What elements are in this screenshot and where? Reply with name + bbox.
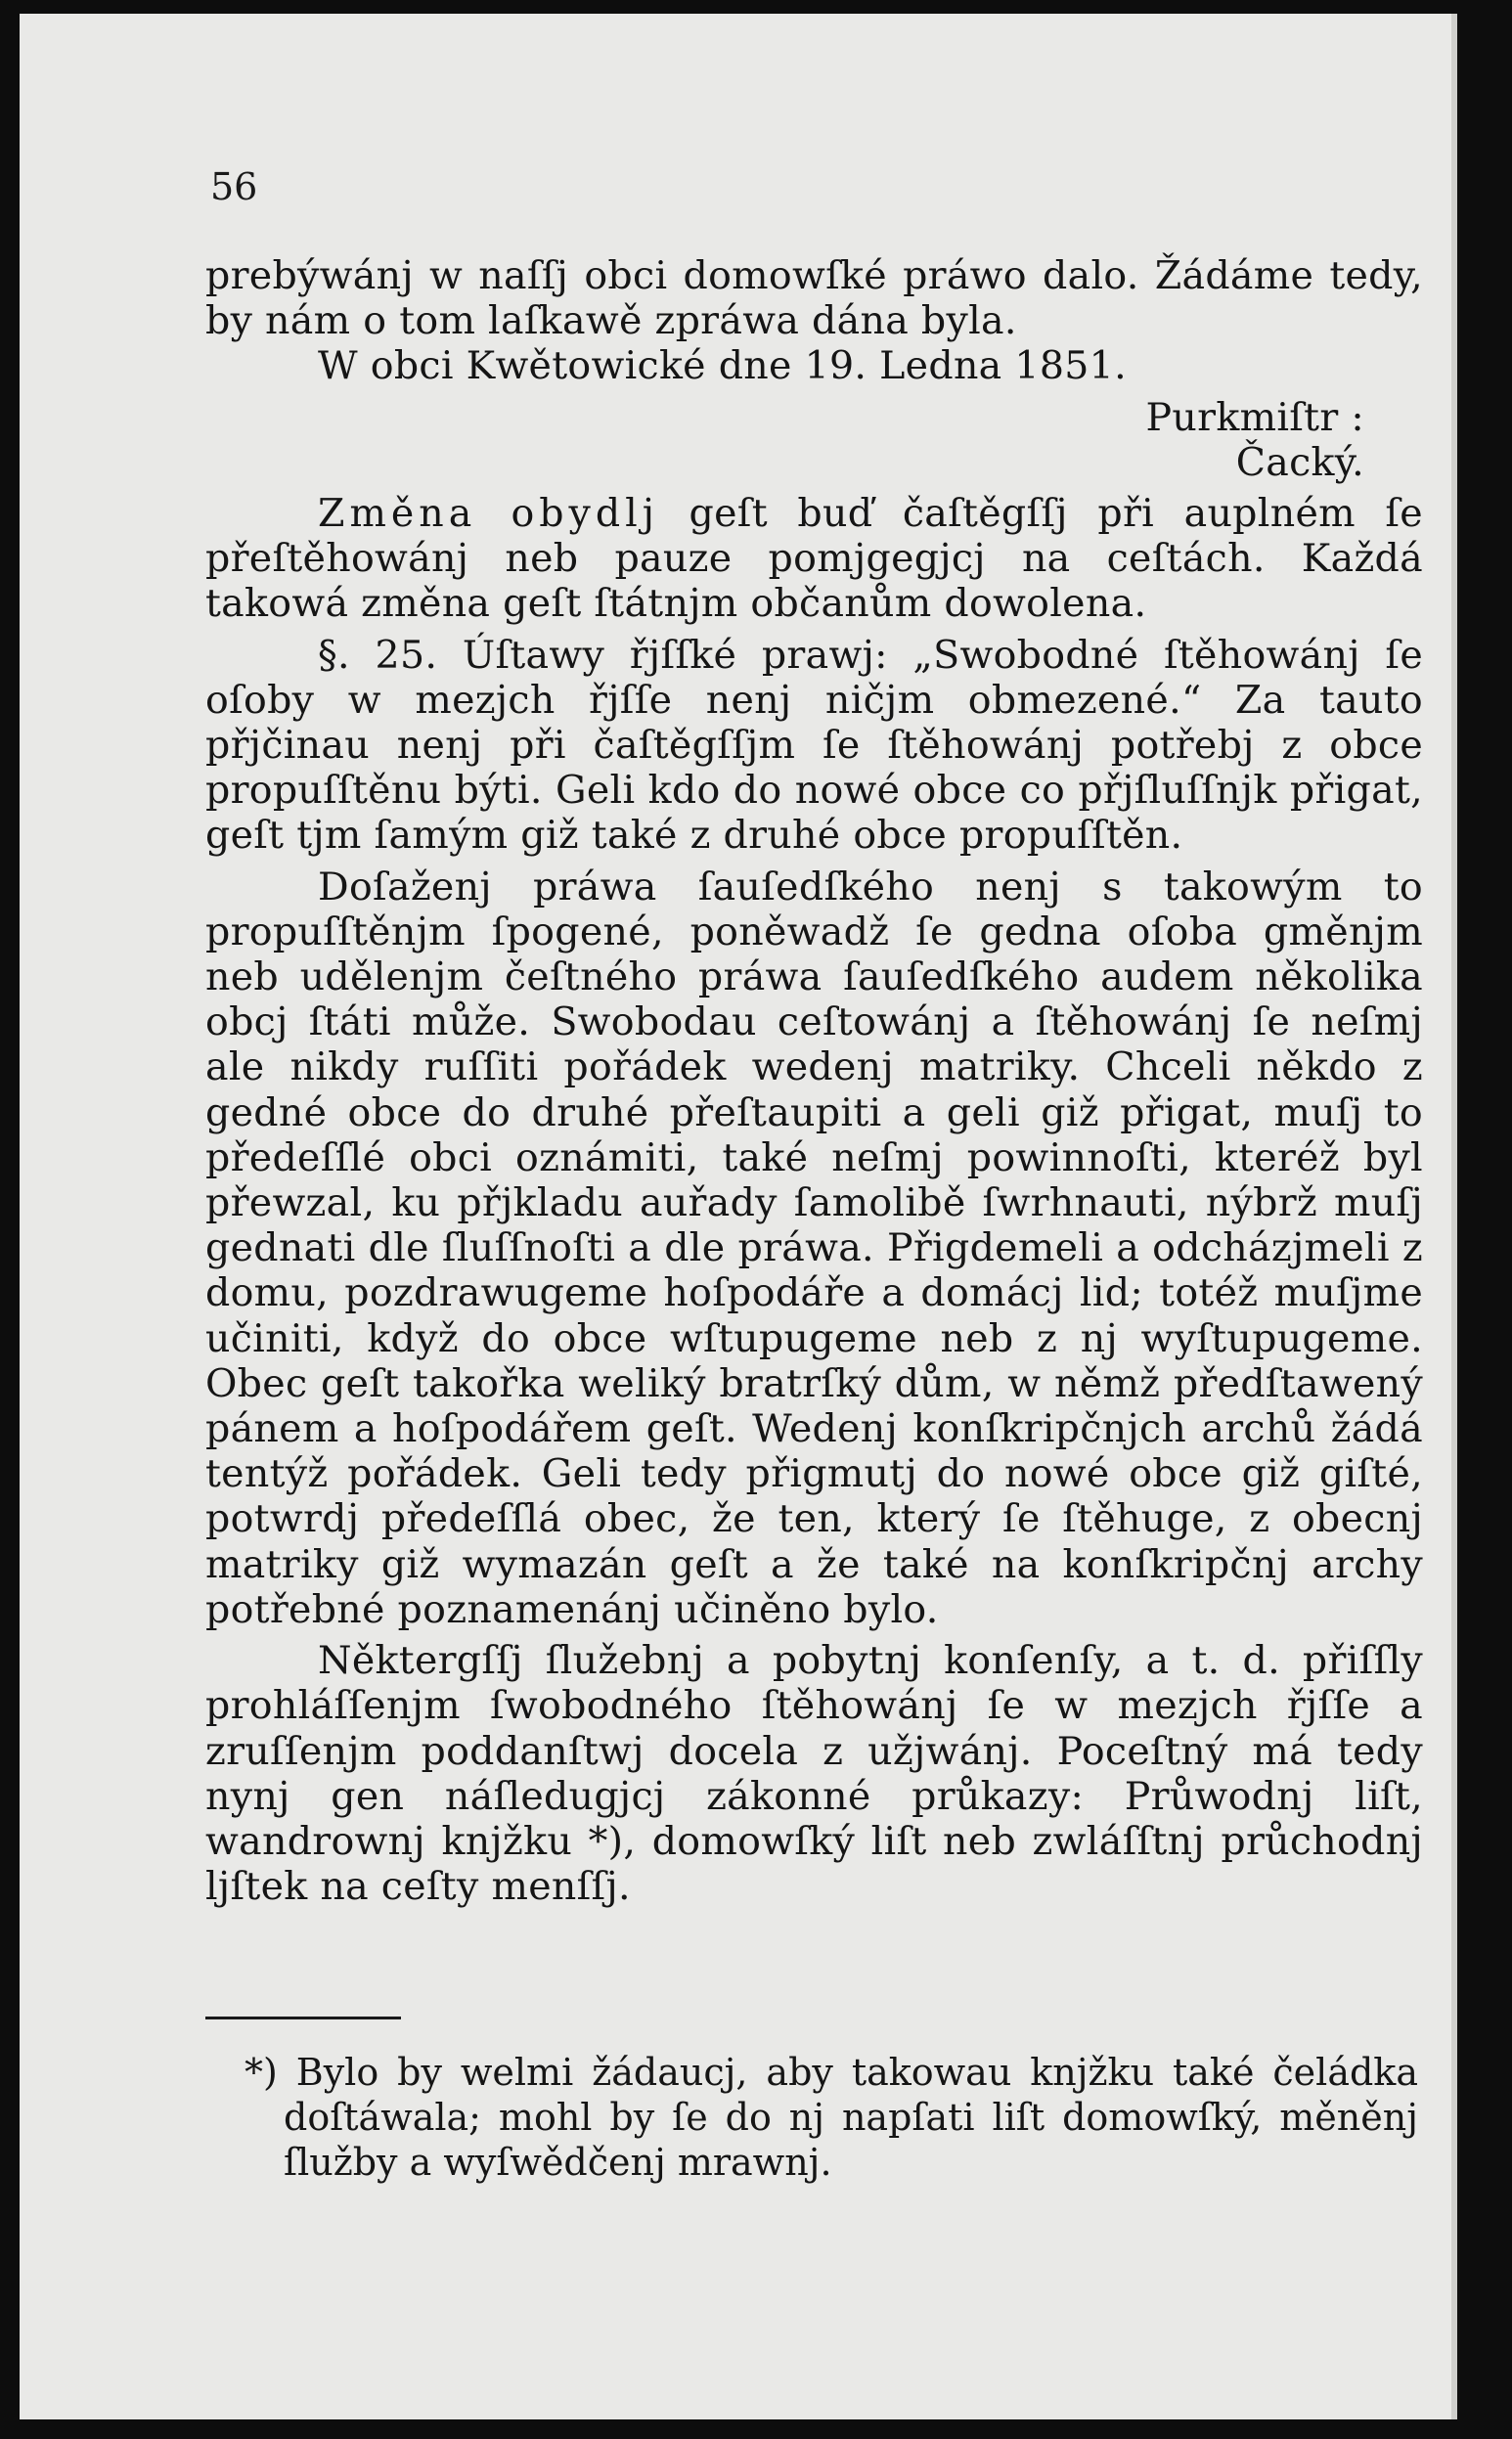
signature-name: Čacký. [1235, 439, 1364, 485]
paragraph-zmena-obydli [205, 491, 1423, 627]
dateline: W obci Kwětowické dne 19. Ledna 1851. [318, 343, 1127, 389]
page-number: 56 [210, 165, 258, 208]
page-body [205, 253, 1423, 1909]
paragraph-continuation: prebýwánj w naſſj obci domowſké práwo dalo. Žádáme tedy, by nám o tom laſkawě zpráwa dána byla. [205, 253, 1423, 344]
book-page [20, 14, 1457, 2419]
paragraph-text: geſt buď čaſtěgſſj při auplném ſe přeſtěhowánj neb pauze pomjgegjcj na ceſtách. Každá takowá změna geſt ſtátnjm občanům dowolena. [205, 491, 1423, 627]
footnote: *) Bylo by welmi žádaucj, aby takowau knjžku také čeládka doſtáwala; mohl by ſe do nj napſati liſt domowſký, měněnj ſlužby a wyſwědčenj mrawnj. [245, 2051, 1418, 2184]
paragraph-section-25: §. 25. Úſtawy řjſſké prawj: „Swobodné ſtěhowánj ſe oſoby w mezjch řjſſe nenj ničjm obmezené.“ Za tauto přjčinau nenj při čaſtěgſſjm ſe ſtěhowánj potřebj z obce propuſſtěnu býti. Geli kdo do nowé obce co přjſluſſnjk přigat, geſt tjm ſamým giž také z druhé obce propuſſtěn. [205, 632, 1423, 859]
paragraph-konsensy: Některgſſj ſlužebnj a pobytnj konſenſy, a t. d. přiſſly prohláſſenjm ſwobodného ſtěhowánj ſe w mezjch řjſſe a zruſſenjm poddanſtwj docela z užjwánj. Poceſtný má tedy nynj gen náſledugjcj zákonné průkazy: Průwodnj liſt, wandrownj knjžku *), domowſký liſt neb zwláſſtnj průchodnj ljſtek na ceſty menſſj. [205, 1638, 1423, 1910]
footnote-divider [205, 2017, 401, 2019]
emphasis-term: Změna obydlj [318, 491, 660, 537]
signature-title: Purkmiſtr : [1145, 394, 1364, 440]
paragraph-dosazeni-prava: Doſaženj práwa ſauſedſkého nenj s takowým to propuſſtěnjm ſpogené, poněwadž ſe gedna oſoba gměnjm neb udělenjm čeſtného práwa ſauſedſkého audem několika obcj ſtáti může. Swobodau ceſtowánj a ſtěhowánj ſe neſmj ale nikdy ruſſiti pořádek wedenj matriky. Chceli někdo z gedné obce do druhé přeſtaupiti a geli giž přigat, muſj to předeſſlé obci oznámiti, také neſmj powinnoſti, kteréž byl přewzal, ku přjkladu auřady ſamolibě ſwrhnauti, nýbrž muſj gednati dle ſluſſnoſti a dle práwa. Přigdemeli a odcházjmeli z domu, pozdrawugeme hoſpodáře a domácj lid; totéž muſjme učiniti, když do obce wſtupugeme neb z nj wyſtupugeme. Obec geſt takořka weliký bratrſký dům, w němž předſtawený pánem a hoſpodářem geſt. Wedenj konſkripčnjch archů žádá tentýž pořádek. Geli tedy přigmutj do nowé obce giž giſté, potwrdj předeſſlá obec, že ten, který ſe ſtěhuge, z obecnj matriky giž wymazán geſt a že také na konſkripčnj archy potřebné poznamenánj učiněno bylo. [205, 864, 1423, 1632]
